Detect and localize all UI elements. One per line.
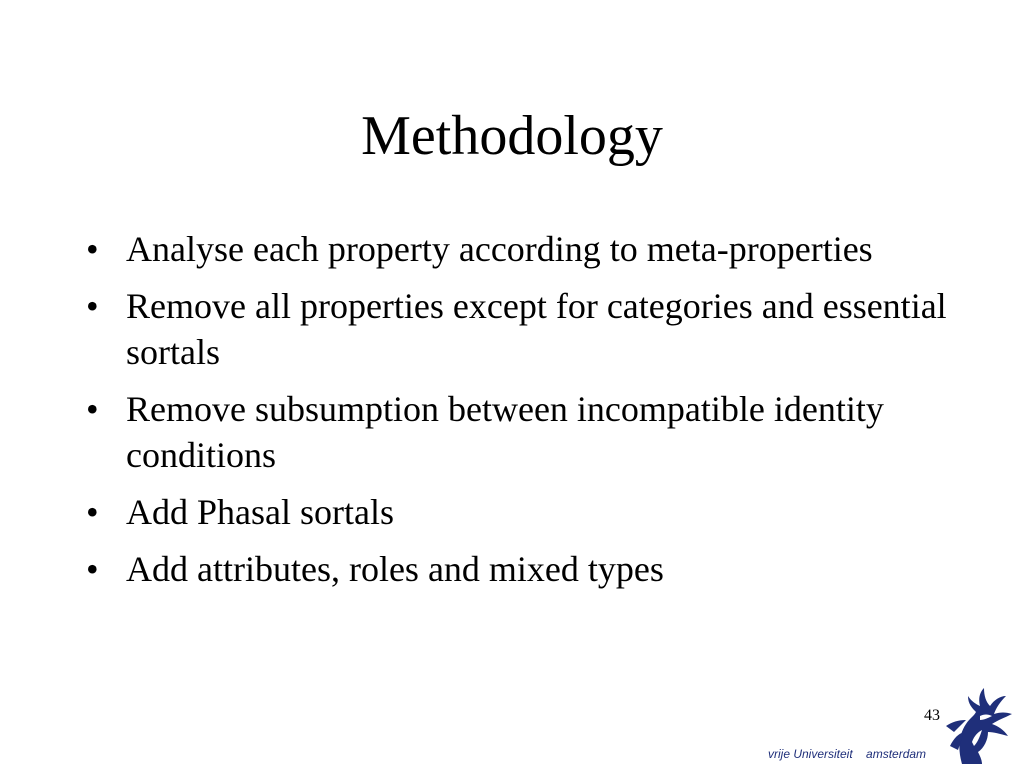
slide-title: Methodology xyxy=(361,105,663,167)
bullet-item xyxy=(86,226,956,272)
bullet-marker: • xyxy=(86,549,99,589)
bullet-marker: • xyxy=(86,492,99,532)
bullet-item xyxy=(86,489,956,535)
bullet-list xyxy=(86,226,956,603)
bullet-text: Remove subsumption between incompatible identity conditions xyxy=(126,389,884,475)
bullet-marker: • xyxy=(86,229,99,269)
bullet-item xyxy=(86,386,956,478)
bullet-text: Add attributes, roles and mixed types xyxy=(126,549,664,589)
university-city: amsterdam xyxy=(866,747,927,761)
university-name: vrije Universiteit xyxy=(768,747,853,761)
bullet-marker: • xyxy=(86,389,99,429)
griffin-emblem-icon xyxy=(944,686,1014,766)
page-number: 43 xyxy=(924,707,940,724)
bullet-marker: • xyxy=(86,286,99,326)
bullet-item xyxy=(86,283,956,375)
bullet-text: Remove all properties except for categories and essential sortals xyxy=(126,286,947,372)
bullet-text: Analyse each property according to meta-properties xyxy=(126,229,873,269)
university-logo-text xyxy=(768,746,926,762)
bullet-text: Add Phasal sortals xyxy=(126,492,394,532)
bullet-item xyxy=(86,546,956,592)
